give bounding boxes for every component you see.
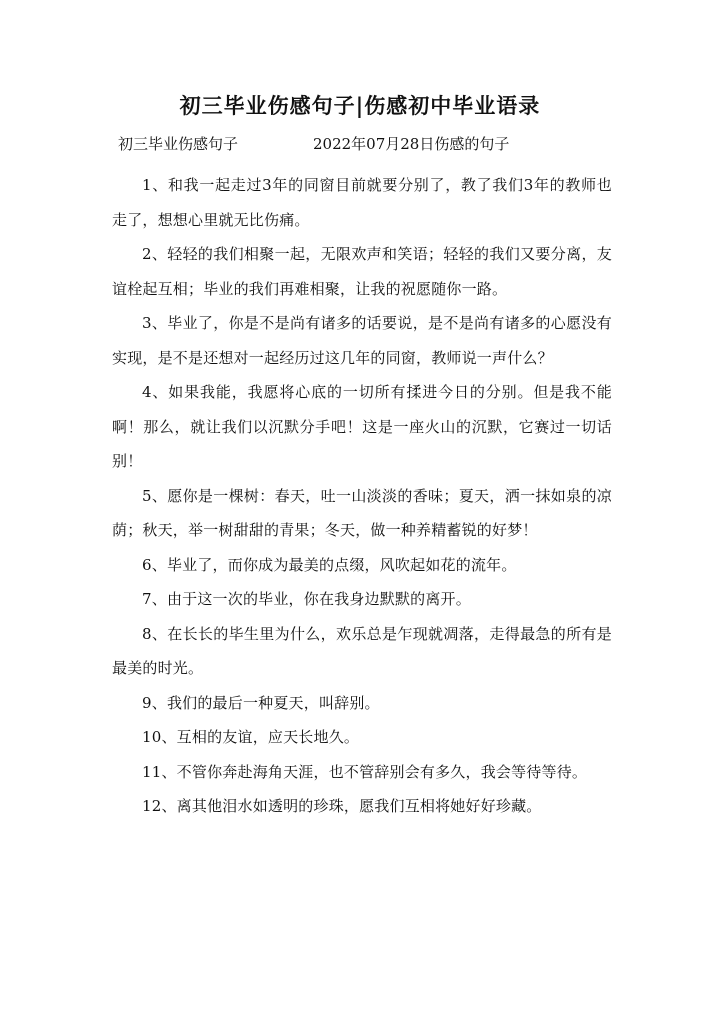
paragraph-3: 3、毕业了，你是不是尚有诸多的话要说，是不是尚有诸多的心愿没有实现，是不是还想对一起经历过这几年的同窗，教师说一声什么？ [112, 314, 612, 367]
paragraph-8: 8、在长长的毕生里为什么，欢乐总是乍现就凋落，走得最急的所有是最美的时光。 [112, 624, 612, 677]
paragraph-9: 9、我们的最后一种夏天，叫辞别。 [142, 693, 380, 712]
paragraph-12: 12、离其他泪水如透明的珍珠，愿我们互相将她好好珍藏。 [142, 797, 542, 815]
paragraph-7: 7、由于这一次的毕业，你在我身边默默的离开。 [142, 590, 471, 608]
paragraph-11: 11、不管你奔赴海角天涯，也不管辞别会有多久，我会等待等待。 [142, 762, 588, 781]
meta-category: 初三毕业伤感句子 [118, 135, 239, 153]
meta-line [118, 132, 638, 156]
page-title: 初三毕业伤感句子|伤感初中毕业语录 [179, 93, 541, 118]
paragraph-4: 4、如果我能，我愿将心底的一切所有揉进今日的分别。但是我不能啊！那么，就让我们以沉默分手吧！这是一座火山的沉默，它赛过一切话别！ [112, 383, 612, 470]
content-body [112, 168, 612, 824]
paragraph-2: 2、轻轻的我们相聚一起，无限欢声和笑语；轻轻的我们又要分离，友谊栓起互相；毕业的我们再难相聚，让我的祝愿随你一路。 [112, 245, 612, 298]
paragraph-5: 5、愿你是一棵树：春天，吐一山淡淡的香味；夏天，洒一抹如泉的凉荫；秋天，举一树甜甜的青果；冬天，做一种养精蓄锐的好梦！ [112, 486, 612, 539]
paragraph-1: 1、和我一起走过3年的同窗目前就要分别了，教了我们3年的教师也走了，想想心里就无比伤痛。 [112, 176, 612, 229]
meta-date-category: 2022年07月28日伤感的句子 [313, 135, 510, 153]
paragraph-6: 6、毕业了，而你成为最美的点缀，风吹起如花的流年。 [142, 555, 517, 574]
paragraph-10: 10、互相的友谊，应天长地久。 [142, 728, 360, 746]
